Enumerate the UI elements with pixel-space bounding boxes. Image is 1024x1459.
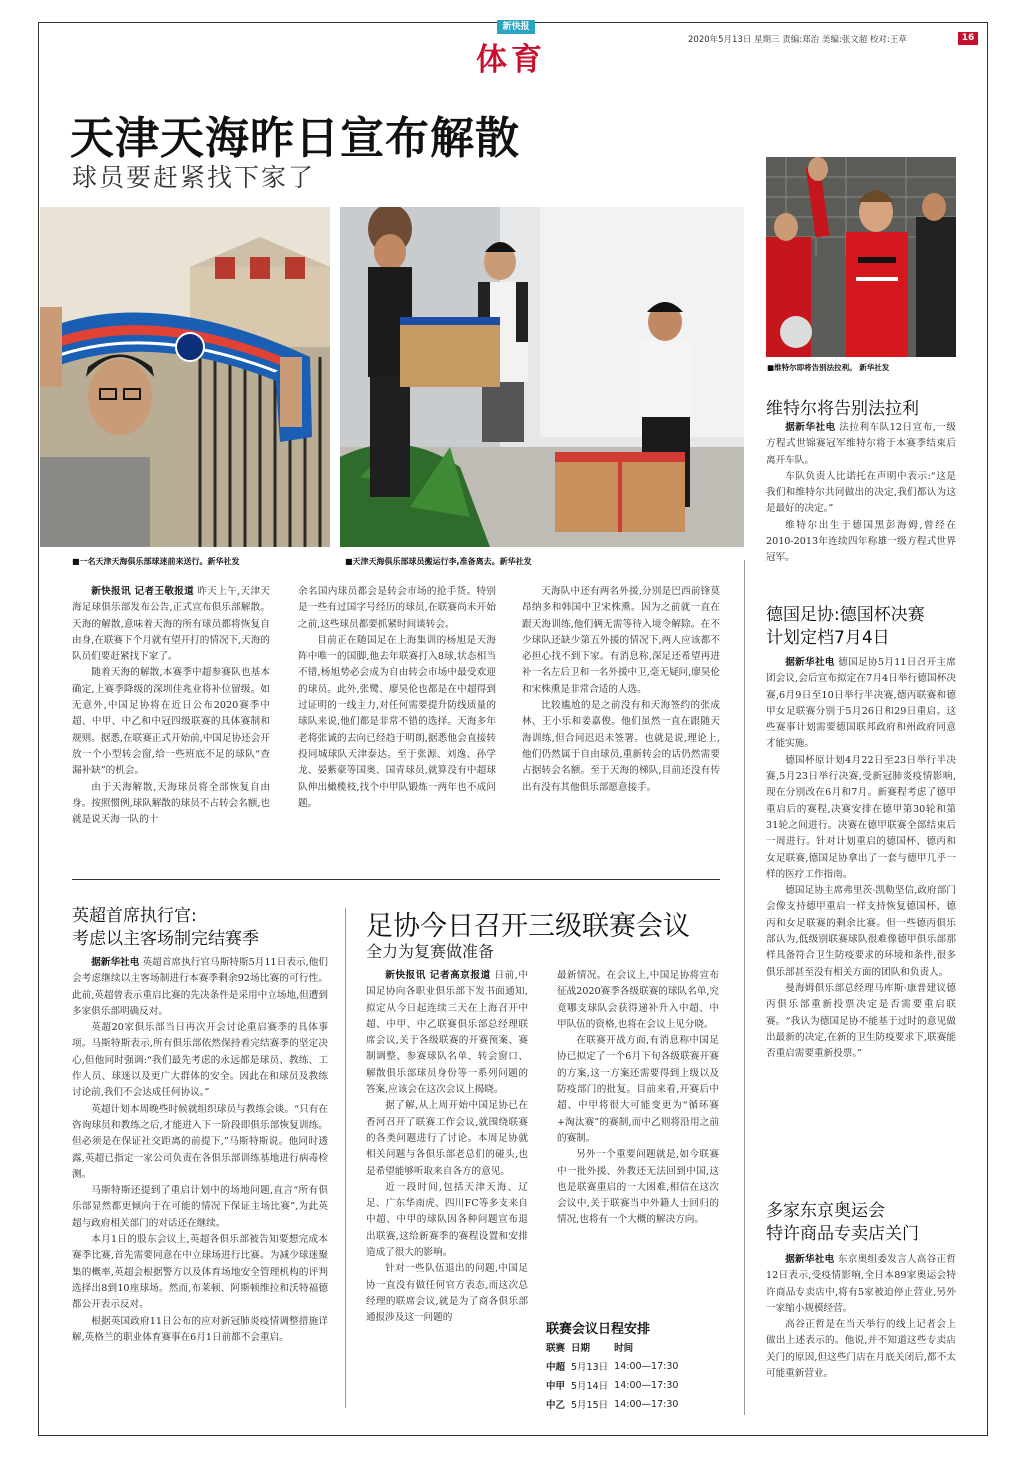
vettel-p2 <box>766 469 956 518</box>
vettel-headline: 维特尔将告别法拉利 <box>766 399 919 419</box>
para-text: 比较尴尬的是之前没有和天海签约的张成林、王小乐和姜嘉俊。他们虽然一直在跟随天海训练,但合同迟迟未签署。也就是说,理论上,他们仍然属于自由球员,重新转会的话仍然需要占据转会名额。至于天海的梯队,目前还没有传出有没有其他俱乐部愿意接手。 <box>522 700 720 793</box>
cfa-headline: 足协今日召开三级联赛会议 <box>366 911 690 942</box>
cfa-col1-p2 <box>366 1098 528 1179</box>
para-text: 昨天上午,天津天海足球俱乐部发布公告,正式宣布俱乐部解散。天海的解散,意味着天海的所有球员都将恢复自由身,在联赛下个月就有望开打的情况下,天海的队员们要赶紧找下家了。 <box>72 586 270 663</box>
fan-photo-caption: ■一名天津天海俱乐部球迷前来送行。新华社发 <box>72 557 240 566</box>
cfa-col1-p4 <box>366 1261 528 1326</box>
sidebar-divider <box>744 560 745 1415</box>
para-text: 天海队中还有两名外援,分别是巴西前锋莫昂纳多和韩国中卫宋株熏。因为之前就一直在跟天海训练,他们俩无需等待入境令解除。在不少球队还缺少第五外援的情况下,两人应该都不必担心找不到下家。有消息称,深足还希望再进补一名左后卫和一名外援中卫,毫无疑问,廖昊伦和宋株熏是非常合适的人选。 <box>522 586 720 695</box>
schedule-time: 14:00—17:30 <box>614 1360 679 1372</box>
schedule-date: 5月15日 <box>571 1400 609 1411</box>
para-text: 维特尔出生于德国黑彭海姆,曾经在2010-2013年连续四年称雄一级方程式世界冠军。 <box>766 519 956 564</box>
schedule-header: 时间 <box>614 1343 634 1354</box>
para-text: 马斯特斯还提到了重启计划中的场地问题,直言“所有俱乐部显然都更倾向于在可能的情况下保证主场比赛”,为此英超与政府相关部门的对话还在继续。 <box>72 1185 328 1229</box>
tokyo-headline-line1: 多家东京奥运会 <box>766 1201 885 1221</box>
para-text: 目前正在随国足在上海集训的杨旭是天海阵中唯一的国脚,他去年联赛打入8球,状态相当不错,杨旭势必会成为自由转会市场中最受欢迎的球员。此外,张鹭、廖昊伦也都是在中超得到过证明的一线主力,对任何需要提升防线质量的球队来说,他们都是非常不错的选择。天海多年老将张诚的去向已经趋于明朗,据悉他会直接转投同城球队天津泰达。至于张源、刘逸、孙学龙、晏紫豪等国奥、国青球员,就算没有中超球队伸出橄榄枝,找个中甲队锻炼一两年也不成问题。 <box>298 634 496 809</box>
schedule-league: 中乙 <box>546 1400 566 1411</box>
paper-logo <box>497 20 535 34</box>
section-title: 体育 <box>476 42 546 78</box>
cfa-col2-p3 <box>557 1147 719 1228</box>
section-divider <box>72 879 720 880</box>
schedule-time: 14:00—17:30 <box>614 1398 679 1410</box>
para-text: 英超计划本周晚些时候就组织球员与教练会谈。“只有在咨询球员和教练之后,才能进入下一阶段即俱乐部恢复训练。但必须是在保证社交距离的前提下,”马斯特斯说。他同时透露,英超已指定一家公司负责在各俱乐部训练基地进行病毒检测。 <box>72 1103 328 1180</box>
dfb-headline <box>766 604 925 650</box>
epl-p5 <box>72 1232 328 1313</box>
schedule-row <box>546 1376 684 1395</box>
para-text: 本月1日的股东会议上,英超各俱乐部被告知要想完成本赛季比赛,首先需要同意在中立球场进行比赛。为减少球迷聚集的概率,英超会根据警方以及体育场地安全管理机构的评判选择出8到10座球场。然而,布莱顿、阿斯顿维拉和沃特福德都公开表示反对。 <box>72 1234 328 1311</box>
para-text: 针对一些队伍退出的问题,中国足协一直没有做任何官方表态,而这次总经理的联席会议,就是为了商各俱乐部通报涉及这一问题的 <box>366 1263 528 1324</box>
schedule-title: 联赛会议日程安排 <box>546 1322 651 1337</box>
dfb-article <box>766 655 956 1062</box>
tokyo-headline <box>766 1200 919 1246</box>
para-text: 由于天海解散,天海球员将全部恢复自由身。按照惯例,球队解散的球员不占转会名额,也就是说天海一队的十 <box>72 781 270 826</box>
para-text: 在联赛开战方面,有消息称中国足协已拟定了一个6月下旬各级联赛开赛的方案,这一方案还需要得到上级以及防疫部门的批复。目前来看,开赛后中超、中甲将很大可能变更为“循环赛+淘汰赛”的赛制,而中乙则将沿用之前的赛制。 <box>557 1035 719 1144</box>
byline: 新快报讯 记者高京报道 <box>385 970 491 981</box>
lead-col1-p2 <box>72 665 270 779</box>
para-text: 德国杯原计划4月22日至23日举行半决赛,5月23日举行决赛,受新冠肺炎疫情影响,现在分别改在6月和7月。新赛程考虑了德甲重启后的赛程,决赛安排在德甲第30轮和第31轮之间进行。决赛在德甲联赛全部结束后一周进行。针对计划重启的德国杯、德丙和女足联赛,德国足协拿出了一套与德甲几乎一样的医疗工作指南。 <box>766 754 956 880</box>
para-text: 另外一个重要问题就是,如今联赛中一批外援、外教还无法回到中国,这也是联赛重启的一大困难,相信在这次会议中,关于联赛当中外籍人士回归的情况,也将有一个大概的解决方向。 <box>557 1149 719 1226</box>
cfa-col2-p1 <box>557 968 719 1033</box>
lead-col1-p1 <box>72 584 270 665</box>
cfa-article-col1 <box>366 968 528 1327</box>
vettel-photo <box>766 157 956 357</box>
tokyo-headline-line2: 特许商品专卖店关门 <box>766 1224 919 1244</box>
cfa-col1-p3 <box>366 1180 528 1261</box>
dfb-headline-line2: 计划定档7月4日 <box>766 628 890 648</box>
fan-photo-image <box>40 207 330 547</box>
schedule-table-wrap <box>546 1338 684 1414</box>
epl-headline-line2: 考虑以主客场制完结赛季 <box>72 929 259 949</box>
lead-col3-p1 <box>522 584 720 698</box>
lead-article-col3 <box>522 584 720 796</box>
schedule-header: 联赛 <box>546 1343 566 1354</box>
paper-name: 新快报 <box>502 22 530 32</box>
date-line: 2020年5月13日 星期三 责编:郑治 美编:张文超 校对:王草 <box>688 35 907 45</box>
cfa-subhead: 全力为复赛做准备 <box>366 942 495 961</box>
para-text: 根据英国政府11日公布的应对新冠肺炎疫情调整措施详解,英格兰的职业体育赛事在6月1日前都不会重启。 <box>72 1315 328 1343</box>
lead-headline: 天津天海昨日宣布解散 <box>70 113 520 164</box>
lead-photo-fan <box>40 207 330 547</box>
para-text: 日前,中国足协向各职业俱乐部下发书面通知,拟定从今日起连续三天在上海召开中超、中甲、中乙联赛俱乐部总经理联席会议,关于各级联赛的开赛预案、赛制调整、参赛球队名单、转会窗口、解散俱乐部球员身份等一系列问题的答案,应该会在这次会议上揭晓。 <box>366 970 528 1096</box>
players-photo-caption: ■天津天海俱乐部球员搬运行李,准备离去。新华社发 <box>345 557 532 566</box>
para-text: 德国足协主席弗里茨·凯勒坚信,政府部门会像支持德甲重启一样支持恢复德国杯、德丙和女足联赛的剩余比赛。但一些德丙俱乐部认为,低级别联赛球队很难像德甲俱乐部那样具备符合卫生防疫要求的环境和条件,很多俱乐部甚至没有相关方面的团队和负责人。 <box>766 885 956 978</box>
schedule-league: 中超 <box>546 1362 566 1373</box>
epl-p1 <box>72 955 328 1020</box>
para-text: 曼海姆俱乐部总经理马库斯·康普建议德丙俱乐部重新投票决定是否需要重启联赛。“我认为德国足协不能基于过时的意见做出最新的决定,在新的卫生防疫要求下,联赛能否重启需要重新投票。” <box>766 982 956 1060</box>
schedule-time: 14:00—17:30 <box>614 1379 679 1391</box>
byline: 据新华社电 <box>785 422 836 433</box>
schedule-row <box>546 1357 684 1376</box>
para-text: 英超20家俱乐部当日再次开会讨论重启赛季的具体事项。马斯特斯表示,所有俱乐部依然保持着完结赛季的坚定决心,但他同时强调:“我们最先考虑的永远都是球员、教练、工作人员、球迷以及更广大群体的安全。因此在和球员及教练讨论前,我们不会达成任何协议。” <box>72 1022 328 1099</box>
cfa-article-col2 <box>557 968 719 1229</box>
byline: 新快报讯 记者王敬报道 <box>91 586 195 597</box>
schedule-table <box>546 1338 684 1414</box>
tokyo-p2 <box>766 1317 956 1382</box>
para-text: 法拉利车队12日宣布,一级方程式世锦赛冠军维特尔将于本赛季结束后离开车队。 <box>766 422 956 466</box>
schedule-date: 5月13日 <box>571 1362 609 1373</box>
lead-col2-p2 <box>298 633 496 812</box>
byline: 据新华社电 <box>91 957 140 968</box>
lead-article-col2 <box>298 584 496 812</box>
byline: 据新华社电 <box>785 1254 835 1265</box>
vettel-photo-caption: ■维特尔即将告别法拉利。 新华社发 <box>767 363 890 372</box>
tokyo-p1 <box>766 1252 956 1317</box>
lead-col3-p2 <box>522 698 720 796</box>
epl-headline-line1: 英超首席执行官: <box>72 906 197 926</box>
tokyo-article <box>766 1252 956 1382</box>
schedule-header: 日期 <box>571 1343 591 1354</box>
byline: 据新华社电 <box>785 657 835 668</box>
epl-headline <box>72 905 259 951</box>
schedule-league: 中甲 <box>546 1381 566 1392</box>
page-number: 16 <box>958 32 978 45</box>
column-divider <box>345 908 346 1408</box>
para-text: 余名国内球员都会是转会市场的抢手货。特别是一些有过国字号经历的球员,在联赛尚未开始之前,这些球员都要抓紧时间谈转会。 <box>298 586 496 630</box>
para-text: 随着天海的解散,本赛季中超参赛队也基本确定,上赛季降级的深圳佳兆业将补位留级。如无意外,中国足协将在近日公布2020赛季中超、中甲、中乙和中冠四级联赛的具体赛制和规则。据悉,在联赛正式开始前,中国足协还会开放一个小型转会窗,给一些班底不足的球队“查漏补缺”的机会。 <box>72 667 270 777</box>
dfb-p2 <box>766 753 956 883</box>
cfa-col2-p2 <box>557 1033 719 1147</box>
schedule-row <box>546 1395 684 1414</box>
para-text: 德国足协5月11日召开主席团会议,会后宣布拟定在7月4日举行德国杯决赛,6月9日至10日举行半决赛,德丙联赛和德甲女足联赛分别于5月26日和29日重启。这些赛事计划需要德国联邦政府和州政府同意才能实施。 <box>766 657 956 750</box>
vettel-p1 <box>766 420 956 469</box>
dfb-headline-line1: 德国足协:德国杯决赛 <box>766 605 925 625</box>
epl-article <box>72 955 328 1346</box>
para-text: 据了解,从上周开始中国足协已在香河召开了联赛工作会议,就围绕联赛的各类问题进行了讨论。本周足协就相关问题与各俱乐部老总们的碰头,也是希望能够听取来自各方的意见。 <box>366 1100 528 1177</box>
epl-p4 <box>72 1183 328 1232</box>
schedule-date: 5月14日 <box>571 1381 609 1392</box>
para-text: 英超首席执行官马斯特斯5月11日表示,他们会考虑继续以主客场制进行本赛季剩余92场比赛的可行性。此前,英超曾表示重启比赛的先决条件是采用中立场地,但遭到多家俱乐部明确反对。 <box>72 957 328 1017</box>
players-photo-image <box>340 207 744 547</box>
epl-p3 <box>72 1102 328 1183</box>
dfb-p1 <box>766 655 956 753</box>
dfb-p4 <box>766 981 956 1062</box>
para-text: 高谷正哲是在当天举行的线上记者会上做出上述表示的。他说,并不知道这些专卖店关门的原因,但这些门店在月底关闭后,都不太可能重新营业。 <box>766 1319 956 1380</box>
dfb-p3 <box>766 883 956 981</box>
epl-p6 <box>72 1314 328 1347</box>
vettel-p3 <box>766 518 956 567</box>
vettel-article <box>766 420 956 567</box>
para-text: 近一段时间,包括天津天海、辽足、广东华南虎、四川FC等多支来自中超、中甲的球队因各种问题宣布退出联赛,这给新赛季的赛程设置和安排造成了很大的影响。 <box>366 1181 528 1259</box>
lead-article-col1 <box>72 584 270 828</box>
para-text: 车队负责人比诺托在声明中表示:“这是我们和维特尔共同做出的决定,我们都认为这是最好的决定。” <box>766 470 956 515</box>
para-text: 东京奥组委发言人高谷正哲12日表示,受疫情影响,全日本89家奥运会特许商品专卖店中,将有5家被迫停止营业,另外一家缩小规模经营。 <box>766 1254 956 1314</box>
vettel-photo-image <box>766 157 956 357</box>
schedule-header-row <box>546 1338 684 1357</box>
lead-col2-p1 <box>298 584 496 633</box>
cfa-col1-p1 <box>366 968 528 1098</box>
lead-subhead: 球员要赶紧找下家了 <box>72 163 316 192</box>
para-text: 最新情况。在会议上,中国足协将宣布征战2020赛季各级联赛的球队名单,究竟哪支球队会获得递补升入中超、中甲队伍的资格,也将在会议上见分晓。 <box>557 970 719 1030</box>
lead-photo-players <box>340 207 744 547</box>
lead-col1-p3 <box>72 780 270 829</box>
epl-p2 <box>72 1020 328 1101</box>
